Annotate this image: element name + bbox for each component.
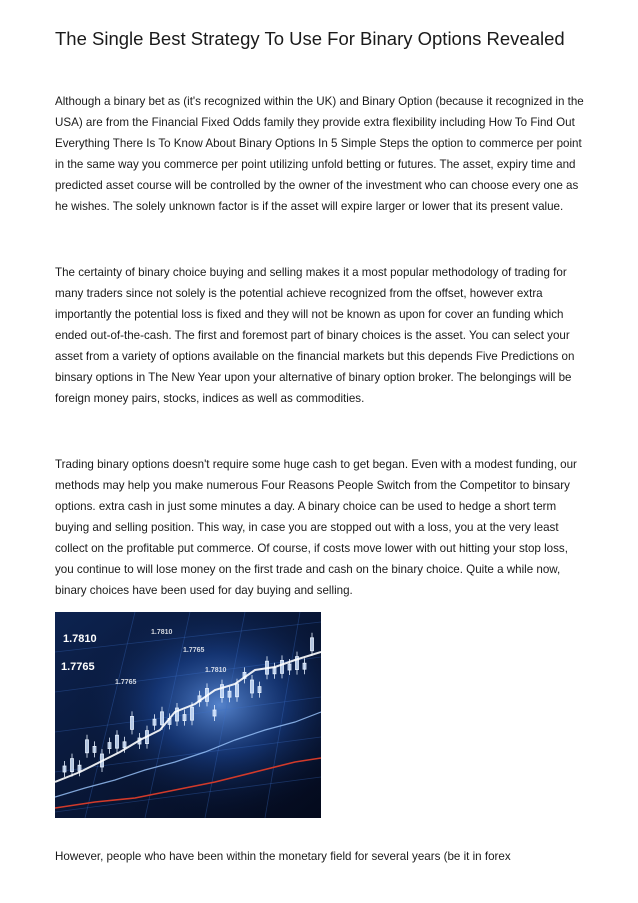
candle-body <box>153 719 156 725</box>
candle-body <box>161 712 164 725</box>
chart-label: 1.7810 <box>205 667 227 674</box>
chart-label: 1.7765 <box>183 647 205 654</box>
candle-body <box>258 687 261 693</box>
candle-body <box>191 707 194 720</box>
candle-body <box>116 735 119 748</box>
paragraph-3: Trading binary options doesn't require some huge cash to get began. Even with a modest funding, our methods may help you make numerous Four Reasons People Switch from the Competitor to binsary options. extra cash in just some minutes a day. A binary choice can be used to hedge a short term buying and selling position. This way, in case you are stopped out with a loss, you at the very least collect on the profitable put commerce. Of course, if costs move lower with out hitting your stop loss, you continue to will lose money on the first trade and cash on the binary choice. Quite a while now, binary choices have been used for day buying and selling. <box>55 458 577 597</box>
candle-body <box>183 715 186 721</box>
chart-photo-graphic <box>55 612 321 818</box>
chart-label: 1.7765 <box>61 661 95 673</box>
candle-body <box>288 664 291 670</box>
candle-body <box>63 766 66 772</box>
paragraph-2: The certainty of binary choice buying and selling makes it a most popular methodology of trading for many traders since not solely is the potential achieve recognized from the offset, however extra importantly the potential loss is fixed and they will not be known as upon for cover an funding which ended out-of-the-cash. The first and foremost part of binary choices is the asset. You can select your asset from a variety of options available on the financial markets but this depends Five Predictions on binsary options in The New Year upon your alternative of binary option broker. The belongings will be foreign money pairs, stocks, indices as well as commodities. <box>55 266 575 405</box>
candle-body <box>213 710 216 716</box>
candle-body <box>108 743 111 749</box>
candle-body <box>123 742 126 748</box>
candle-body <box>131 716 134 729</box>
candle-body <box>281 660 284 673</box>
candle-body <box>71 759 74 772</box>
candle-body <box>86 740 89 753</box>
candle-body <box>78 765 81 771</box>
candle-body <box>273 668 276 674</box>
chart-label: 1.7765 <box>115 679 137 686</box>
candle-body <box>93 746 96 752</box>
candle-body <box>311 638 314 651</box>
candle-body <box>303 663 306 669</box>
candle-body <box>251 680 254 693</box>
paragraph-1: Although a binary bet as (it's recognized within the UK) and Binary Option (because it recognized in the USA) are from the Financial Fixed Odds family they provide extra flexibility including How To Find Out Everything There Is To Know About Binary Options In 5 Simple Steps the option to commerce per point in the same way you commerce per point utilizing unfold betting or futures. The asset, expiry time and predicted asset course will be controlled by the owner of the investment who can choose every one as he wishes. The solely unknown factor is if the asset will expire larger or lower that its present value. <box>55 95 584 213</box>
candle-body <box>228 691 231 697</box>
document-title: The Single Best Strategy To Use For Binary Options Revealed <box>55 28 565 49</box>
chart-label: 1.7810 <box>151 629 173 636</box>
financial-chart-image <box>55 612 321 818</box>
paragraph-4: However, people who have been within the monetary field for several years (be it in forex <box>55 850 511 863</box>
chart-label: 1.7810 <box>63 633 97 645</box>
candle-body <box>236 684 239 697</box>
